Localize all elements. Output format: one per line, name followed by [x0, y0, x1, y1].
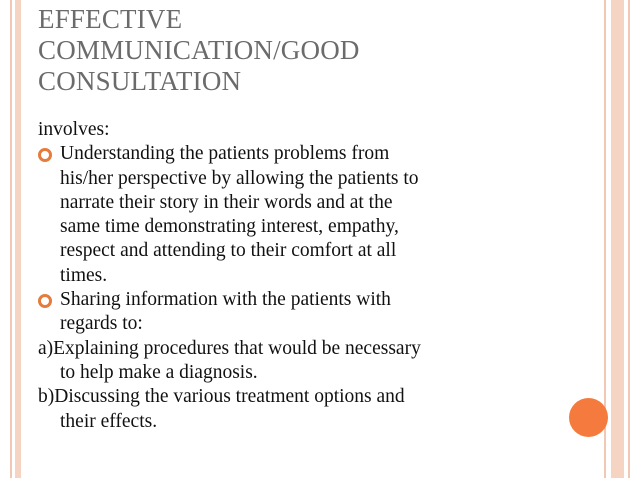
bullet-line: same time demonstrating interest, empathy,: [60, 216, 399, 238]
enumerated-line: to help make a diagnosis.: [60, 361, 258, 383]
intro-text: involves:: [38, 119, 110, 140]
right-decorative-stripe-outer: [628, 0, 630, 478]
bullet-line: narrate their story in their words and at the: [60, 191, 393, 213]
bullet-line: respect and attending to their comfort at all: [60, 240, 397, 262]
bullet-item-understanding: [38, 142, 548, 288]
bullet-line: regards to:: [60, 313, 143, 335]
slide-title: [38, 4, 458, 97]
title-line: COMMUNICATION/GOOD: [38, 35, 360, 65]
enumerated-item-b: [38, 385, 548, 434]
enumerated-line: their effects.: [60, 410, 158, 432]
bullet-line: Understanding the patients problems from: [60, 143, 390, 165]
slide-body: [38, 118, 548, 434]
enumerated-line: b)Discussing the various treatment options and: [38, 386, 405, 408]
left-decorative-stripe: [15, 0, 21, 478]
enumerated-line: a)Explaining procedures that would be necessary: [38, 337, 421, 359]
circle-bullet-icon: [38, 294, 52, 308]
circle-bullet-icon: [38, 148, 52, 162]
bullet-item-sharing: [38, 288, 548, 337]
bullet-line: Sharing information with the patients with: [60, 289, 391, 311]
left-decorative-stripe-thin: [10, 0, 12, 478]
orange-circle-decoration: [569, 398, 608, 437]
right-decorative-stripe: [611, 0, 624, 478]
title-line: CONSULTATION: [38, 66, 242, 96]
enumerated-item-a: [38, 337, 548, 386]
bullet-line: his/her perspective by allowing the patients to: [60, 167, 419, 189]
bullet-line: times.: [60, 264, 108, 286]
title-line: EFFECTIVE: [38, 4, 183, 34]
